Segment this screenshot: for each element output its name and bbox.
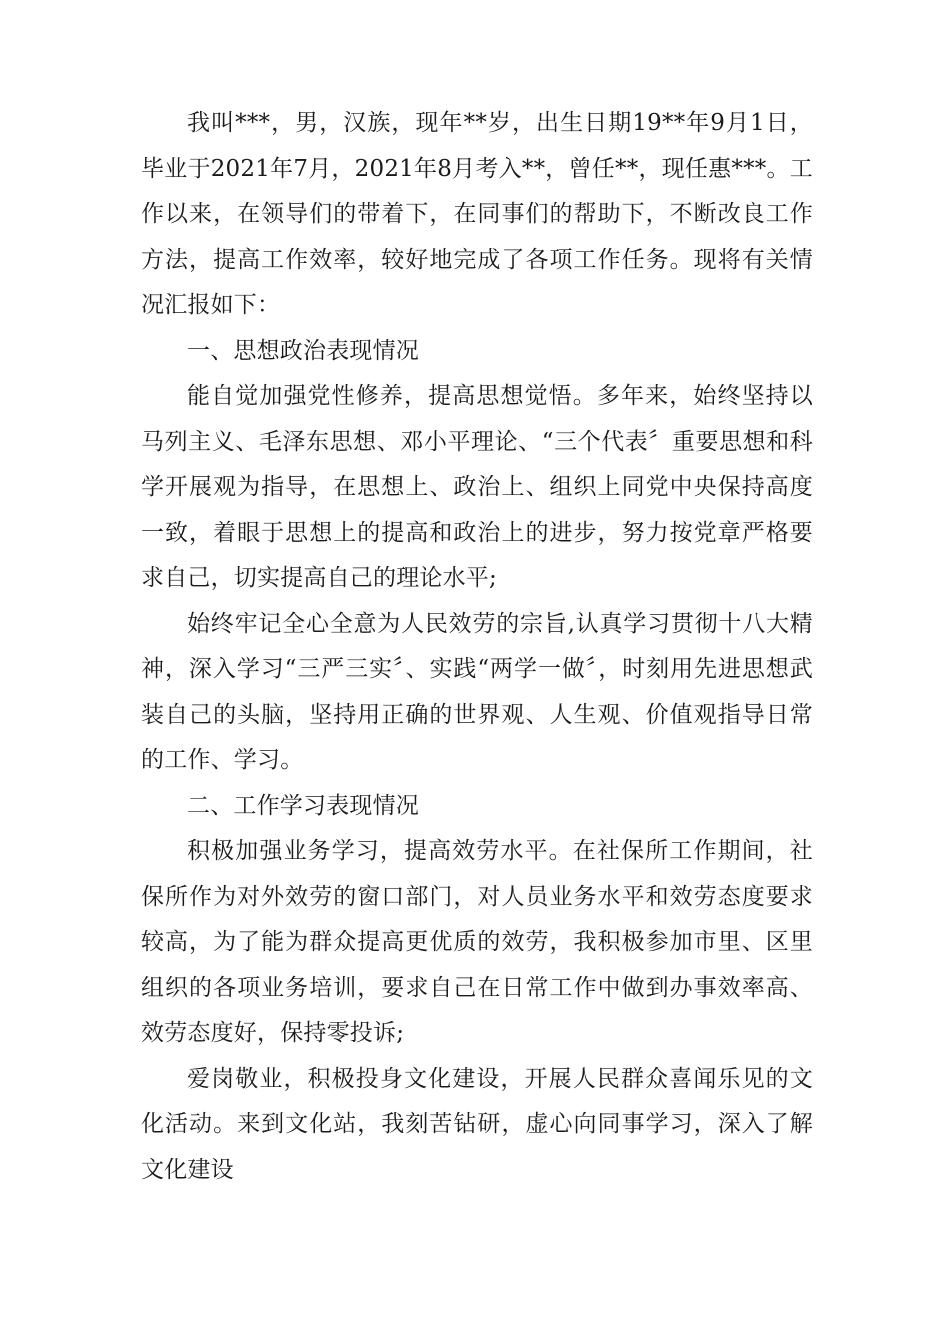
paragraph-serve-people: 始终牢记全心全意为人民效劳的宗旨,认真学习贯彻十八大精神，深入学习“三严三实〞、实践“两学一做〞，时刻用先进思想武装自己的头脑，坚持用正确的世界观、人生观、价值观指导日常的工作、学习。 — [141, 610, 813, 773]
section-heading-political: 一、思想政治表现情况 — [187, 337, 419, 364]
intro-paragraph: 我叫***，男，汉族，现年**岁，出生日期19**年9月1日，毕业于2021年7月，2021年8月考入**，曾任**，现任惠***。工作以来，在领导们的带着下，在同事们的帮助下，不断改良工作方法，提高工作效率，较好地完成了各项工作任务。现将有关情况汇报如下： — [141, 110, 813, 318]
paragraph-cultural-work: 爱岗敬业，积极投身文化建设，开展人民群众喜闻乐见的文化活动。来到文化站，我刻苦钻研，虚心向同事学习，深入了解文化建设 — [141, 1065, 813, 1183]
paragraph-party-cultivation: 能自觉加强党性修养，提高思想觉悟。多年来，始终坚持以马列主义、毛泽东思想、邓小平理论、“三个代表〞重要思想和科学开展观为指导，在思想上、政治上、组织上同党中央保持高度一致，着眼于思想上的提高和政治上的进步，努力按党章严格要求自己，切实提高自己的理论水平; — [141, 383, 813, 591]
section-heading-work-study: 二、工作学习表现情况 — [187, 792, 419, 819]
document-body — [141, 101, 813, 1193]
paragraph-business-study: 积极加强业务学习，提高效劳水平。在社保所工作期间，社保所作为对外效劳的窗口部门，对人员业务水平和效劳态度要求较高，为了能为群众提高更优质的效劳，我积极参加市里、区里组织的各项业务培训，要求自己在日常工作中做到办事效率高、效劳态度好，保持零投诉; — [141, 838, 813, 1046]
